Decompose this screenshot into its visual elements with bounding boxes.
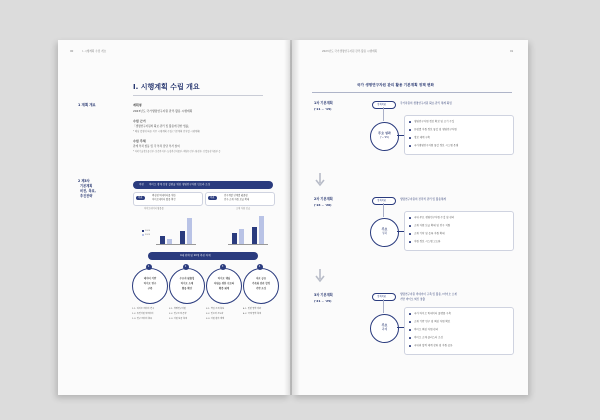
plan-name: 1차 기본계획	[314, 101, 333, 105]
strategy-banner	[148, 252, 258, 260]
bullet-dot	[409, 241, 411, 243]
strategy-circle	[169, 264, 205, 304]
plan-name: 2차 기본계획	[314, 197, 333, 201]
item-text: 유형별 자원 정보 통합 및 생명연구자원	[414, 128, 457, 131]
strategy-line3: 기반 조성	[255, 287, 267, 290]
right-page-number: 91	[510, 50, 514, 53]
item-list-box	[404, 307, 514, 355]
plan-years: ('11 ~ '15)	[314, 107, 332, 111]
chart1-bar	[167, 239, 172, 244]
achievement-line1: 주요 성과	[378, 131, 391, 135]
bullet-dot	[409, 233, 411, 235]
subject-head: 수립 주체	[133, 139, 146, 143]
sec2-label-4: 추진전략	[80, 194, 93, 198]
policy-goal-tag	[372, 101, 396, 109]
achievement-line1: 주요	[381, 227, 388, 231]
plan-name: 3차 기본계획	[314, 293, 333, 297]
chart1-bar	[187, 218, 192, 244]
strategy-number: 3	[221, 264, 224, 268]
policy-goal: 생명연구자원의 전략적 관리 및 활용체계	[400, 198, 446, 201]
strategy-task: 2-3. 자원 보급 확대	[169, 318, 188, 320]
bullet-dot	[409, 329, 411, 331]
strategy-line2: 가속화 민관 협력	[252, 282, 270, 285]
chart1-legend-b: 2025	[145, 234, 151, 236]
strategy-task: 1-2. 유전자원 빅데이터	[132, 313, 154, 315]
item-text: 소재 기반 연구 및 핵심 자원 확보	[414, 320, 451, 323]
right-running-header: 2023년도 국가생명연구자원 관리·활용 시행계획	[322, 50, 377, 53]
chart2-bar	[259, 216, 264, 244]
strategy-line3: 구축	[147, 287, 153, 290]
item-text: 바이오 핵심 자원 관리	[414, 328, 439, 331]
chart2-plot	[228, 212, 268, 245]
goal-tag-1: 목표	[138, 196, 143, 199]
strategy-line1: 자료 공유	[255, 277, 267, 280]
bullet-dot	[409, 129, 411, 131]
strategy-task: 2-1. 생명연구자원	[169, 308, 186, 310]
achievement-line2: 성과	[381, 232, 388, 235]
policy-goal-line2: 기반 바이오 혁신 창출	[400, 298, 426, 301]
item-text: 국가 바이오 빅데이터 플랫폼 구축	[414, 312, 451, 315]
plan-name-head: 계획명	[133, 103, 142, 107]
connector-line	[383, 203, 384, 217]
chart2-bar	[232, 233, 237, 244]
chart1-plot	[156, 212, 196, 245]
connector-line	[383, 299, 384, 313]
achievement-circle	[370, 218, 399, 247]
strategy-task: 3-1. 핵심 소재 확보	[206, 308, 225, 310]
goal-box-2	[205, 192, 275, 206]
vision-tag: 비전	[139, 182, 144, 186]
left-page-number: 90	[70, 50, 74, 53]
strategy-task: 1-3. 연구 데이터 활용	[132, 318, 153, 320]
circle-to-box-connector	[397, 231, 404, 232]
item-text: 자원 정보 시스템 고도화	[414, 240, 441, 243]
policy-goal-line1: 생명연구자원 빅데이터 구축 및 활용 / 바이오 소재	[400, 293, 457, 296]
strategy-task: 4-2. 국제 협력 확대	[243, 313, 262, 315]
strategy-line3: 활용 확산	[181, 287, 193, 290]
item-text: 소재 자원 보급 확대 및 연구 지원	[414, 224, 451, 227]
policy-goal-tag	[372, 293, 396, 301]
sec2-label-1: 2 제3차	[78, 179, 90, 183]
strategy-number-badge	[183, 264, 189, 270]
plan-years: ('16 ~ '20)	[314, 203, 332, 207]
right-page	[292, 40, 528, 395]
connector-line	[383, 107, 384, 121]
strategy-number: 2	[184, 264, 187, 268]
sec2-label-3: 비전, 목표,	[80, 189, 96, 193]
strategy-line1: 데이터 기반	[143, 277, 157, 280]
title-divider	[133, 95, 263, 96]
left-page	[58, 40, 290, 395]
strategy-number: 1	[147, 264, 150, 268]
item-text: 소재 기탁 및 등록 자원 확대	[414, 232, 445, 235]
strategy-number-badge	[257, 264, 263, 270]
goal-tag-2: 목표	[210, 196, 215, 199]
sec2-label-2: 기본계획	[80, 184, 93, 188]
strategy-circle	[132, 264, 168, 304]
bullet-dot	[409, 337, 411, 339]
down-arrow-icon	[315, 172, 325, 186]
chart1-title: 바이오데이터 활용률	[144, 207, 164, 210]
achievement-circle	[370, 122, 399, 151]
bullet-dot	[409, 345, 411, 347]
goal1-line1: 핵심형 빅데이터를 위한	[152, 194, 176, 197]
left-running-header: I. 시행계획 수립 개요	[82, 50, 107, 53]
chart1-bar	[180, 231, 185, 244]
strategy-head: 4대 전략 및 10개 추진 과제	[180, 253, 211, 257]
policy-goal-tag-text: 정책목표	[377, 102, 387, 106]
plan-years: ('21 ~ '25)	[314, 299, 332, 303]
chart1-legend-a: 2020	[145, 230, 151, 232]
item-text: 국가생명연구자원 통합 정보 시스템 운영	[414, 144, 459, 147]
policy-goal-tag-text: 정책목표	[377, 198, 387, 202]
policy-goal: 국가차원의 생명연구자원 확보·관리 체계 확립	[400, 102, 452, 105]
bullet-dot	[409, 321, 411, 323]
strategy-line2: 바이오 연구	[143, 282, 157, 285]
right-title: 국가 생명연구자원 관리 활용 기본계획 정책 변화	[357, 83, 434, 87]
goal1-line2: 바이오데이터 활용 확산	[152, 198, 176, 201]
bullet-dot	[409, 137, 411, 139]
vision-banner	[133, 181, 273, 189]
item-list-box	[404, 211, 514, 251]
goal2-line1: 연구개발 단계별 맞춤형	[224, 194, 248, 197]
achievement-line2: ('~'15)	[380, 136, 389, 139]
strategy-task: 3-2. 인프라 고도화	[206, 313, 224, 315]
plan-name: 2023년도 국가생명연구자원 관리·활용 시행계획	[133, 109, 193, 113]
strategy-line1: 수요자 맞춤형	[179, 277, 195, 280]
strategy-task: 3-3. 자원 관리 체계	[206, 318, 225, 320]
achievement-line2: 과제	[381, 328, 388, 331]
strategy-number-badge	[146, 264, 152, 270]
bullet-dot	[409, 217, 411, 219]
item-text: 바이오 소재 클러스터 조성	[414, 336, 443, 339]
circle-to-box-connector	[397, 135, 404, 136]
strategy-line1: 바이오 핵심	[217, 277, 231, 280]
strategy-line3: 확충 체계	[218, 287, 230, 290]
strategy-circle	[243, 264, 279, 304]
section-title: I. 시행계획 수립 개요	[133, 83, 200, 91]
subject-line2: * 과학기술정보통신부, 보건복지부, 농림축산식품부, 해양수산부, 환경부, 산업통상자원부 등	[133, 150, 221, 153]
strategy-line2: 바이오 소재	[180, 282, 194, 285]
policy-goal-tag	[372, 197, 396, 205]
item-text: 정보 체계 구축	[414, 136, 431, 139]
item-text: 생명연구자원 정보 확보 및 조기 수집	[414, 120, 455, 123]
chart2-bar	[252, 227, 257, 244]
plan-overview-label: 1 계획 개요	[78, 103, 96, 107]
strategy-number-badge	[220, 264, 226, 270]
chart1-legend-swatch-a	[142, 230, 144, 232]
policy-goal-tag-text: 정책목표	[377, 294, 387, 298]
bullet-dot	[409, 121, 411, 123]
right-title-divider	[312, 92, 512, 93]
goal-box-1	[133, 192, 203, 206]
subject-line1: 관계 부처 합동 및 각 부처 담당 부서 참여	[133, 145, 180, 148]
achievement-line1: 주요	[381, 323, 388, 327]
strategy-task: 4-1. 민관 협력 강화	[243, 308, 262, 310]
basis-line2: * 해당 법령에 따른 의무 시행계획 수립 (기본계획 연차별 시행계획)	[133, 130, 201, 133]
basis-line1: 「생명연구자원의 확보·관리 및 활용에 관한 법률」	[133, 125, 191, 128]
goal2-line2: 연구·소재 자원 보급 확대	[224, 198, 250, 201]
bullet-dot	[409, 225, 411, 227]
down-arrow-icon	[315, 268, 325, 282]
item-list-box	[404, 115, 514, 155]
strategy-line2: 자원을 위한 인프라	[213, 282, 235, 285]
chart1-bar	[160, 236, 165, 244]
strategy-task: 1-1. 바이오 데이터 연구	[132, 308, 155, 310]
chart2-title: 소재 자원 보급	[236, 207, 251, 210]
bullet-dot	[409, 313, 411, 315]
strategy-circle	[206, 264, 242, 304]
bullet-dot	[409, 145, 411, 147]
circle-to-box-connector	[397, 327, 404, 328]
strategy-task: 2-2. 연구소재 은행	[169, 313, 187, 315]
chart1-legend-swatch-b	[142, 234, 144, 236]
achievement-circle	[370, 314, 399, 343]
item-text: 국내외 협력 체계 강화 및 자원 공유	[414, 344, 453, 347]
chart2-bar	[239, 229, 244, 244]
item-text: 국내 주요 생명연구자원 수집 및 관리	[414, 216, 455, 219]
open-book	[58, 40, 528, 395]
strategy-number: 4	[258, 264, 261, 268]
vision-text: 바이오 경제 성장 실현을 위한 생명연구자원 인프라 조성	[149, 182, 211, 186]
basis-head: 수립 근거	[133, 119, 146, 123]
